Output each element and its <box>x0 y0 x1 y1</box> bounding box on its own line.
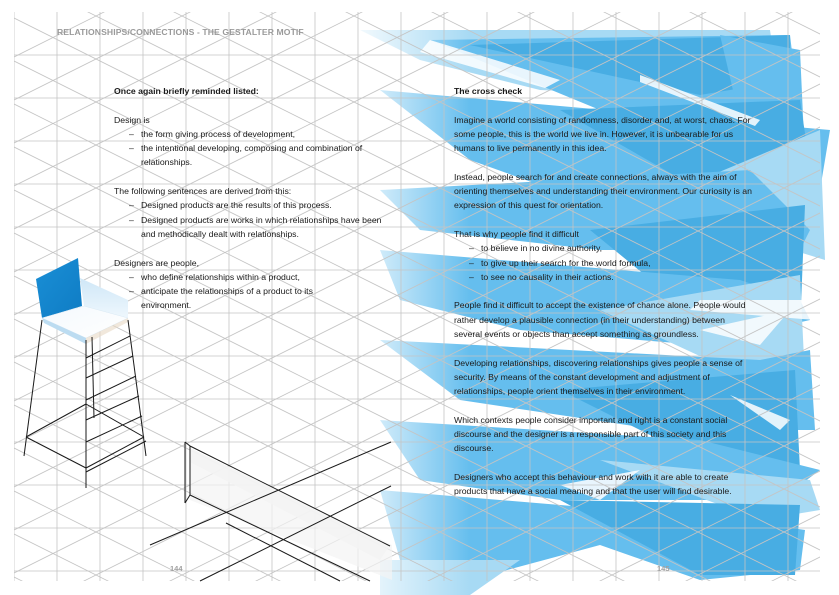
right-heading: The cross check <box>454 86 523 96</box>
section-design-is <box>114 113 384 170</box>
left-heading: Once again briefly reminded listed: <box>114 86 259 96</box>
section-designers-are-people <box>114 256 384 313</box>
list-item: – the form giving process of development, <box>129 128 296 139</box>
paragraph: People find it difficult to accept the existence of chance alone. People would rather develop a plausible connection (in their understanding) between several events or objects than accept something as groundless. <box>454 300 746 340</box>
list-item: – to see no causality in their actions. <box>469 271 614 282</box>
section-intro: The following sentences are derived from this: <box>114 186 292 197</box>
bullet-list <box>114 127 384 170</box>
bullet-list <box>454 241 754 284</box>
paragraph: Imagine a world consisting of randomness, disorder and, at worst, chaos. For some people, this is the world we live in. However, it is unbearable for us humans to live permanently in this idea. <box>454 114 751 154</box>
list-item: – to believe in no divine authority, <box>469 243 603 254</box>
section-derived-sentences <box>114 184 384 241</box>
page-number-right: 145 <box>657 564 670 573</box>
running-head: RELATIONSHIPS/CONNECTIONS - THE GESTALTER MOTIF <box>57 27 304 37</box>
list-item: – Designed products are works in which relationships have been and methodically dealt with relationships. <box>129 214 382 239</box>
section-intro: Designers are people, <box>114 257 199 268</box>
paragraph: Designers who accept this behaviour and work with it are able to create products that have a social meaning and that the user will find desirable. <box>454 472 732 497</box>
paragraph: Which contexts people consider important and right is a constant social discourse and the designer is a responsible part of this society and this discourse. <box>454 414 728 454</box>
section-intro: Design is <box>114 114 150 125</box>
bullet-list <box>114 270 344 313</box>
paragraph: Developing relationships, discovering relationships gives people a sense of security. By means of the constant development and adjustment of relationships, people orient themselves in their environment. <box>454 357 743 397</box>
right-page-column <box>454 84 754 513</box>
paragraph: Instead, people search for and create connections, always with the aim of orienting themselves and understanding their environment. Our curiosity is an expression of this quest for orientation. <box>454 171 752 211</box>
list-item: – Designed products are the results of this process. <box>129 200 332 211</box>
left-page-column <box>114 84 384 327</box>
list-intro: That is why people find it difficult <box>454 228 579 239</box>
page-number-left: 144 <box>170 564 183 573</box>
bullet-list <box>114 198 384 241</box>
list-item: – who define relationships within a product, <box>129 271 300 282</box>
list-item: – to give up their search for the world formula, <box>469 257 651 268</box>
list-item: – the intentional developing, composing and combination of relationships. <box>129 143 363 168</box>
list-item: – anticipate the relationships of a product to its environment. <box>129 286 313 311</box>
